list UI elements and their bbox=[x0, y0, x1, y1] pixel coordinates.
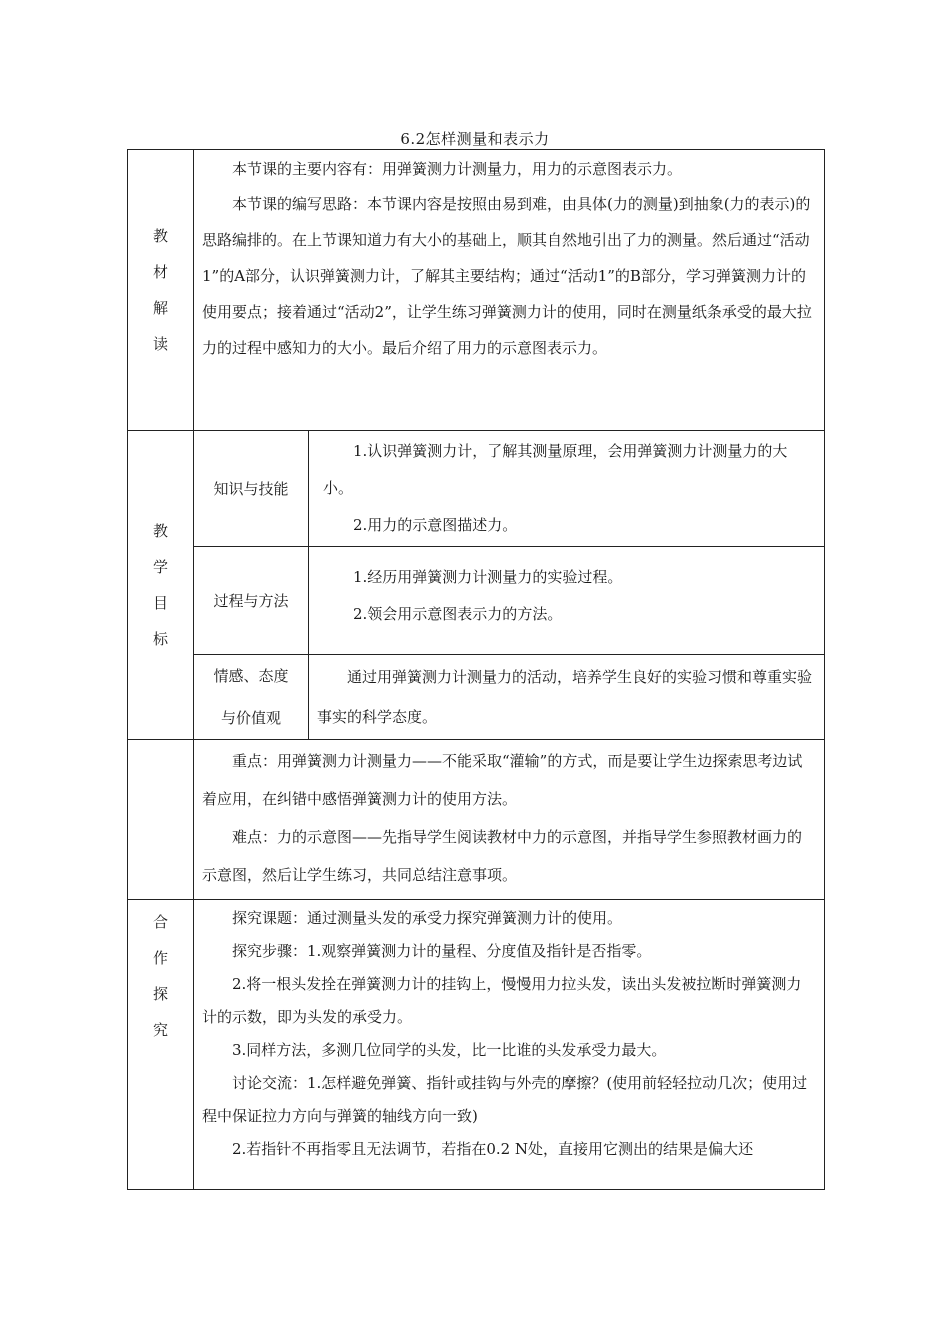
goal-row-attitude bbox=[128, 655, 825, 740]
inquiry-paragraph: 探究课题：通过测量头发的承受力探究弹簧测力计的使用。 bbox=[232, 909, 623, 927]
keypoint-paragraph: 重点：用弹簧测力计测量力——不能采取“灌输”的方式，而是要让学生边探索思考边试着应用，在纠错中感悟弹簧测力计的使用方法。 bbox=[202, 752, 803, 808]
goal-label-process: 过程与方法 bbox=[194, 547, 309, 655]
goal-row-process bbox=[128, 547, 825, 655]
material-paragraph: 本节课的主要内容有：用弹簧测力计测量力，用力的示意图表示力。 bbox=[232, 160, 683, 178]
keypoint-paragraph: 难点：力的示意图——先指导学生阅读教材中力的示意图，并指导学生参照教材画力的示意图，然后让学生练习，共同总结注意事项。 bbox=[202, 828, 803, 884]
goal-label-attitude: 情感、态度 与价值观 bbox=[194, 655, 309, 740]
material-row bbox=[128, 150, 825, 431]
goal-content-knowledge: 1.认识弹簧测力计，了解其测量原理，会用弹簧测力计测量力的大小。 2.用力的示意图描述力。 bbox=[309, 431, 825, 547]
keypoints-label bbox=[128, 740, 194, 900]
inquiry-paragraph: 3.同样方法，多测几位同学的头发，比一比谁的头发承受力最大。 bbox=[232, 1041, 667, 1059]
inquiry-content bbox=[194, 900, 825, 1190]
inquiry-label: 合 作 探 究 bbox=[128, 900, 194, 1190]
goal-content-attitude: 通过用弹簧测力计测量力的活动，培养学生良好的实验习惯和尊重实验事实的科学态度。 bbox=[309, 655, 825, 740]
keypoints-row bbox=[128, 740, 825, 900]
inquiry-row bbox=[128, 900, 825, 1190]
inquiry-paragraph: 讨论交流：1.怎样避免弹簧、指针或挂钩与外壳的摩擦？(使用前轻轻拉动几次；使用过程中保证拉力方向与弹簧的轴线方向一致) bbox=[202, 1074, 808, 1125]
document-title: 6.2怎样测量和表示力 bbox=[400, 130, 550, 148]
inquiry-paragraph: 2.将一根头发拴在弹簧测力计的挂钩上，慢慢用力拉头发，读出头发被拉断时弹簧测力计的示数，即为头发的承受力。 bbox=[202, 975, 802, 1026]
goal-label-knowledge: 知识与技能 bbox=[194, 431, 309, 547]
material-content bbox=[194, 150, 825, 431]
inquiry-paragraph: 探究步骤：1.观察弹簧测力计的量程、分度值及指针是否指零。 bbox=[232, 942, 652, 960]
inquiry-paragraph: 2.若指针不再指零且无法调节，若指在0.2 N处，直接用它测出的结果是偏大还 bbox=[232, 1140, 754, 1158]
goal-row-knowledge bbox=[128, 431, 825, 547]
material-paragraph: 本节课的编写思路：本节课内容是按照由易到难，由具体(力的测量)到抽象(力的表示)的思路编排的。在上节课知道力有大小的基础上，顺其自然地引出了力的测量。然后通过“活动1”的A部分，认识弹簧测力计，了解其主要结构；通过“活动1”的B部分，学习弹簧测力计的使用要点；接着通过“活动2”，让学生练习弹簧测力计的使用，同时在测量纸条承受的最大拉力的过程中感知力的大小。最后介绍了用力的示意图表示力。 bbox=[202, 195, 812, 357]
goals-label: 教 学 目 标 bbox=[128, 431, 194, 740]
keypoints-content bbox=[194, 740, 825, 900]
lesson-plan-table bbox=[127, 149, 825, 1190]
material-label: 教 材 解 读 bbox=[128, 150, 194, 431]
goal-content-process: 1.经历用弹簧测力计测量力的实验过程。 2.领会用示意图表示力的方法。 bbox=[309, 547, 825, 655]
